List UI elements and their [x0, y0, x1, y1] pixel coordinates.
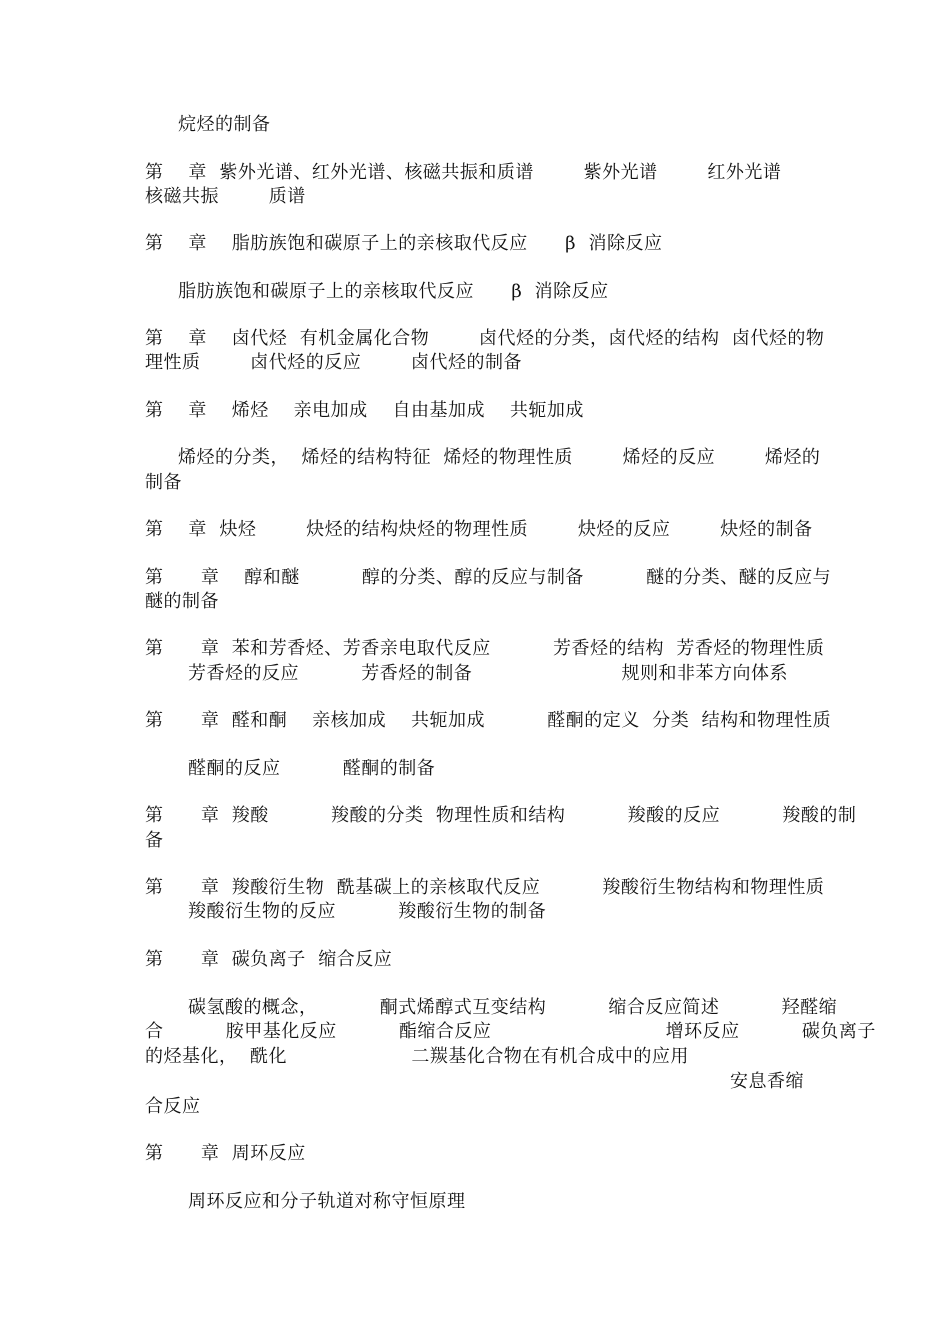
text-line: 第 章 卤代烃 有机金属化合物 卤代烃的分类，卤代烃的结构 卤代烃的物 — [145, 328, 825, 349]
text-line: 第 章 周环反应 — [145, 1143, 306, 1164]
text-line: 第 章 羧酸衍生物 酰基碳上的亲核取代反应 羧酸衍生物结构和物理性质 — [145, 877, 825, 898]
text-line: 羧酸衍生物的反应 羧酸衍生物的制备 — [188, 901, 547, 922]
text-line: 理性质 卤代烃的反应 卤代烃的制备 — [145, 352, 523, 373]
text-line: 周环反应和分子轨道对称守恒原理 — [188, 1191, 466, 1212]
text-line: 第 章 羧酸 羧酸的分类 物理性质和结构 羧酸的反应 羧酸的制 — [145, 805, 857, 826]
text-line: 安息香缩 — [730, 1071, 804, 1092]
text-line: 醚的制备 — [145, 591, 219, 612]
text-line: 第 章 紫外光谱、红外光谱、核磁共振和质谱 紫外光谱 红外光谱 — [145, 162, 782, 183]
text-line: 合反应 — [145, 1096, 201, 1117]
text-line: 第 章 碳负离子 缩合反应 — [145, 949, 393, 970]
text-line: 的烃基化， 酰化 二羰基化合物在有机合成中的应用 — [145, 1046, 689, 1067]
text-line: 醛酮的反应 醛酮的制备 — [188, 758, 436, 779]
text-line: 烯烃的分类， 烯烃的结构特征 烯烃的物理性质 烯烃的反应 烯烃的 — [178, 447, 821, 468]
text-line: 脂肪族饱和碳原子上的亲核取代反应 β 消除反应 — [178, 281, 609, 302]
text-line: 碳氢酸的概念， 酮式烯醇式互变结构 缩合反应简述 羟醛缩 — [188, 997, 838, 1018]
text-line: 第 章 醇和醚 醇的分类、醇的反应与制备 醚的分类、醚的反应与 — [145, 567, 832, 588]
text-line: 合 胺甲基化反应 酯缩合反应 增环反应 碳负离子 — [145, 1021, 876, 1042]
text-line: 第 章 烯烃 亲电加成 自由基加成 共轭加成 — [145, 400, 584, 421]
text-line: 制备 — [145, 472, 182, 493]
text-line: 第 章 脂肪族饱和碳原子上的亲核取代反应 β 消除反应 — [145, 233, 663, 254]
text-line: 第 章 炔烃 炔烃的结构炔烃的物理性质 炔烃的反应 炔烃的制备 — [145, 519, 813, 540]
text-line: 芳香烃的反应 芳香烃的制备 规则和非苯方向体系 — [188, 663, 789, 684]
text-line: 第 章 醛和酮 亲核加成 共轭加成 醛酮的定义 分类 结构和物理性质 — [145, 710, 832, 731]
text-line: 烷烃的制备 — [178, 114, 271, 135]
text-line: 第 章 苯和芳香烃、芳香亲电取代反应 芳香烃的结构 芳香烃的物理性质 — [145, 638, 825, 659]
text-line: 备 — [145, 830, 164, 851]
text-line: 核磁共振 质谱 — [145, 186, 306, 207]
